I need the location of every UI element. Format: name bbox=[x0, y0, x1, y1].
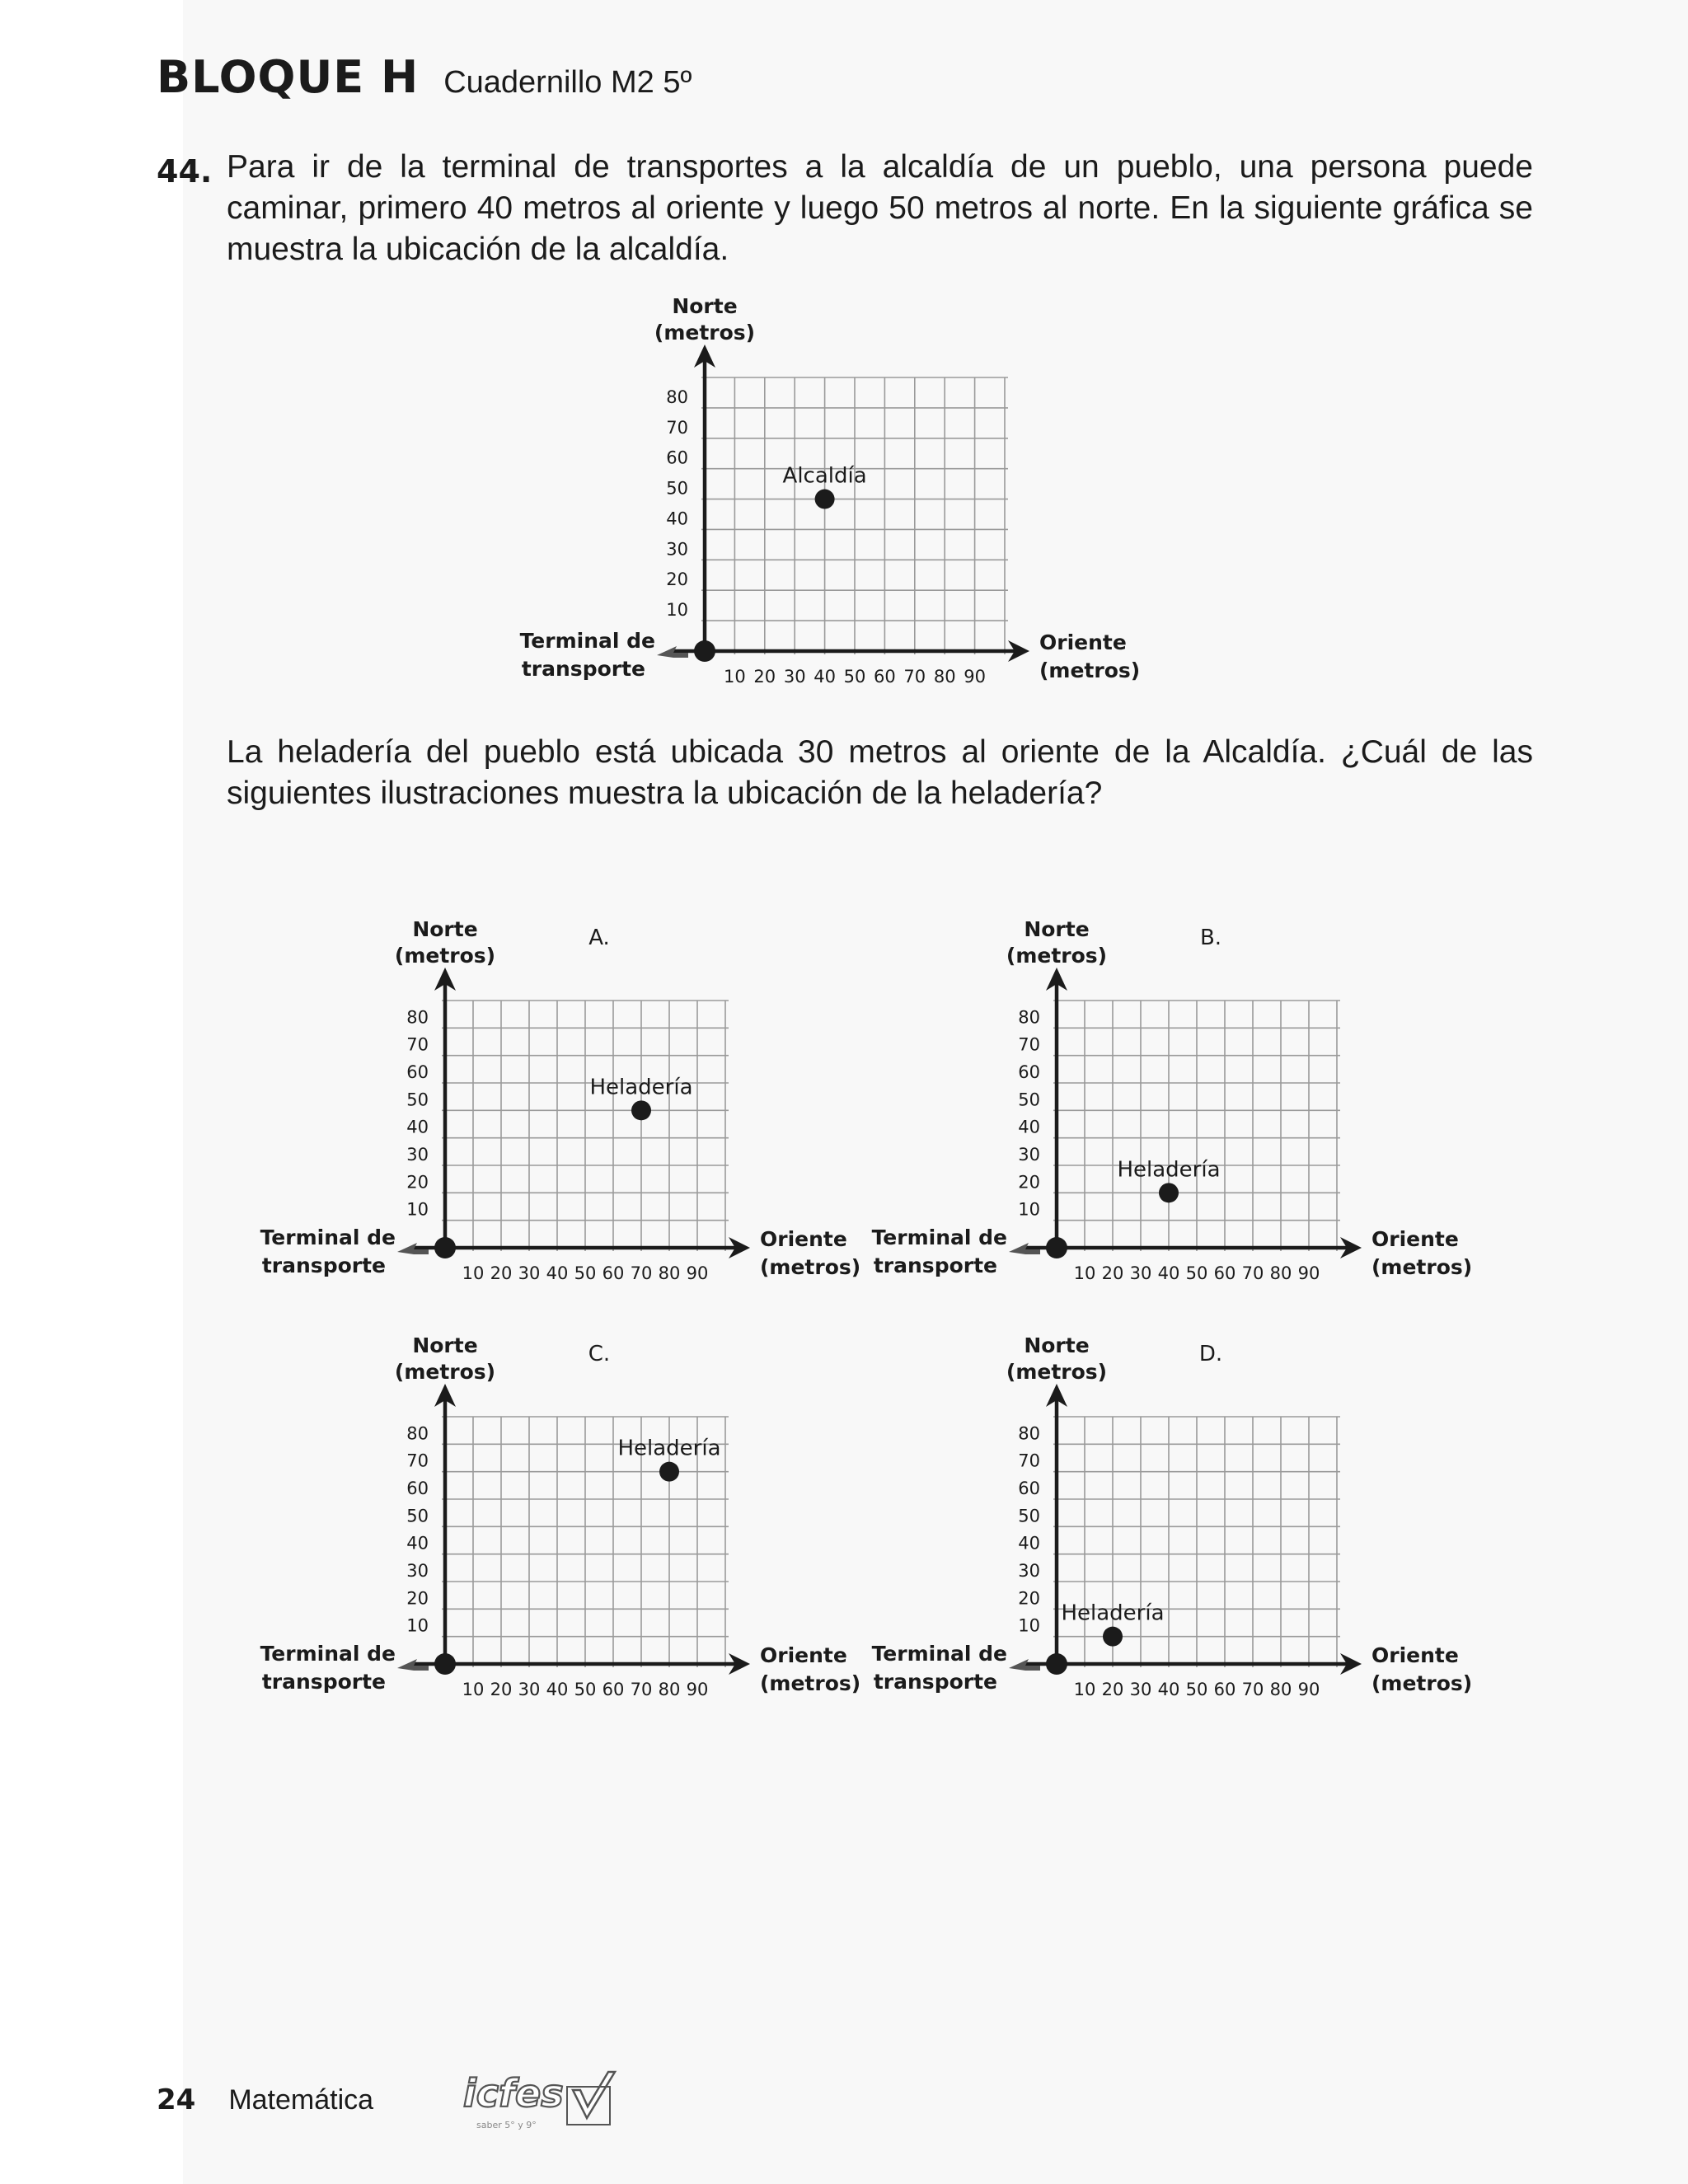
y-tick-label: 10 bbox=[406, 1199, 429, 1220]
y-tick-label: 60 bbox=[406, 1062, 429, 1082]
y-axis-title-line1: Norte bbox=[672, 294, 738, 318]
y-axis-title-line1: Norte bbox=[1024, 917, 1090, 941]
option-letter: A. bbox=[588, 926, 610, 950]
x-tick-label: 30 bbox=[518, 1263, 541, 1283]
x-tick-label: 30 bbox=[518, 1680, 541, 1699]
option-letter: B. bbox=[1199, 926, 1222, 950]
y-axis-title-line2: (metros) bbox=[654, 321, 756, 344]
x-tick-label: 30 bbox=[1129, 1680, 1152, 1699]
x-axis-title-line1: Oriente bbox=[1372, 1643, 1459, 1667]
data-point bbox=[631, 1100, 651, 1120]
y-axis-title-line1: Norte bbox=[412, 1333, 478, 1357]
checkmark-icon bbox=[573, 2072, 615, 2118]
x-tick-label: 80 bbox=[933, 667, 956, 687]
y-tick-label: 40 bbox=[406, 1533, 429, 1554]
y-tick-label: 40 bbox=[1018, 1117, 1040, 1137]
x-tick-label: 70 bbox=[1241, 1680, 1264, 1699]
y-tick-label: 20 bbox=[406, 1588, 429, 1609]
logo-tagline: saber 5° y 9° bbox=[476, 2120, 537, 2130]
x-tick-label: 50 bbox=[1185, 1680, 1208, 1699]
chart-option-c[interactable] bbox=[260, 1331, 861, 1710]
x-tick-label: 60 bbox=[1213, 1680, 1236, 1699]
y-tick-label: 20 bbox=[666, 569, 688, 590]
x-tick-label: 90 bbox=[686, 1263, 709, 1283]
y-tick-label: 50 bbox=[1018, 1506, 1040, 1526]
x-axis-title-line2: (metros) bbox=[1372, 1255, 1473, 1279]
x-axis-title-line1: Oriente bbox=[1372, 1227, 1459, 1251]
x-tick-label: 90 bbox=[964, 667, 986, 687]
y-tick-label: 10 bbox=[666, 600, 688, 621]
x-tick-label: 90 bbox=[1297, 1263, 1320, 1283]
y-tick-label: 20 bbox=[1018, 1172, 1040, 1193]
page-footer bbox=[157, 2083, 373, 2116]
y-tick-label: 20 bbox=[406, 1172, 429, 1193]
y-tick-label: 50 bbox=[666, 478, 688, 499]
data-point bbox=[659, 1462, 679, 1482]
x-axis-title-line1: Oriente bbox=[760, 1227, 847, 1251]
x-tick-label: 40 bbox=[1157, 1680, 1180, 1699]
y-tick-label: 30 bbox=[1018, 1561, 1040, 1581]
icfes-logo bbox=[462, 2067, 626, 2133]
y-tick-label: 70 bbox=[1018, 1451, 1040, 1471]
x-tick-label: 50 bbox=[574, 1263, 597, 1283]
y-tick-label: 40 bbox=[1018, 1533, 1040, 1554]
booklet-title: Cuadernillo M2 5º bbox=[443, 65, 692, 100]
x-tick-label: 10 bbox=[724, 667, 746, 687]
data-point-label: Heladería bbox=[589, 1075, 693, 1100]
y-tick-label: 10 bbox=[1018, 1615, 1040, 1636]
data-point-label: Heladería bbox=[617, 1436, 721, 1461]
x-tick-label: 80 bbox=[1269, 1680, 1292, 1699]
x-tick-label: 10 bbox=[462, 1680, 485, 1699]
x-axis-title-line1: Oriente bbox=[1039, 630, 1127, 654]
x-tick-label: 60 bbox=[874, 667, 896, 687]
y-tick-label: 60 bbox=[666, 448, 688, 468]
y-tick-label: 40 bbox=[666, 509, 688, 529]
x-tick-label: 60 bbox=[1213, 1263, 1236, 1283]
x-axis-title-line2: (metros) bbox=[1039, 658, 1141, 682]
x-axis-title-line2: (metros) bbox=[760, 1255, 861, 1279]
y-tick-label: 10 bbox=[406, 1615, 429, 1636]
y-tick-label: 80 bbox=[666, 387, 688, 407]
chart-main bbox=[519, 294, 1141, 692]
origin-marker bbox=[694, 640, 715, 662]
x-tick-label: 10 bbox=[462, 1263, 485, 1283]
data-point bbox=[815, 490, 835, 509]
x-tick-label: 20 bbox=[1101, 1680, 1124, 1699]
x-tick-label: 30 bbox=[783, 667, 806, 687]
data-point-label: Heladería bbox=[1061, 1601, 1165, 1626]
x-tick-label: 20 bbox=[490, 1680, 513, 1699]
chart-body bbox=[872, 917, 1473, 1283]
chart-body bbox=[872, 1333, 1473, 1699]
data-point bbox=[1159, 1183, 1179, 1202]
y-tick-label: 50 bbox=[406, 1506, 429, 1526]
chart-option-a[interactable] bbox=[260, 915, 861, 1294]
y-tick-label: 30 bbox=[406, 1561, 429, 1581]
y-axis-title-line1: Norte bbox=[412, 917, 478, 941]
data-point bbox=[1103, 1627, 1123, 1647]
origin-label-line2: transporte bbox=[261, 1670, 386, 1694]
y-tick-label: 70 bbox=[406, 1451, 429, 1471]
option-letter: C. bbox=[588, 1342, 611, 1366]
chart-body bbox=[260, 917, 861, 1283]
question-prompt: La heladería del pueblo está ubicada 30 metros al oriente de la Alcaldía. ¿Cuál de las siguientes ilustraciones muestra la ubicación de la heladería? bbox=[227, 734, 1533, 811]
origin-label-line1: Terminal de bbox=[260, 1642, 396, 1666]
x-tick-label: 90 bbox=[1297, 1680, 1320, 1699]
y-tick-label: 80 bbox=[406, 1423, 429, 1444]
y-tick-label: 70 bbox=[406, 1034, 429, 1055]
chart-body bbox=[260, 1333, 861, 1699]
x-axis-title-line2: (metros) bbox=[1372, 1671, 1473, 1695]
x-axis-title-line1: Oriente bbox=[760, 1643, 847, 1667]
y-tick-label: 30 bbox=[1018, 1145, 1040, 1165]
y-axis-title-line2: (metros) bbox=[394, 1360, 496, 1384]
x-tick-label: 20 bbox=[753, 667, 776, 687]
question-stem: Para ir de la terminal de transportes a la alcaldía de un pueblo, una persona puede caminar, primero 40 metros al oriente y luego 50 metros al norte. En la siguiente gráfica se muestra la ubicación de la alcaldía. bbox=[227, 149, 1533, 267]
origin-label-line1: Terminal de bbox=[871, 1642, 1007, 1666]
y-tick-label: 30 bbox=[406, 1145, 429, 1165]
y-tick-label: 50 bbox=[406, 1090, 429, 1110]
origin-label-line1: Terminal de bbox=[871, 1226, 1007, 1249]
x-tick-label: 40 bbox=[1157, 1263, 1180, 1283]
chart-option-b[interactable] bbox=[871, 915, 1473, 1294]
origin-label-line2: transporte bbox=[521, 657, 645, 681]
option-letter: D. bbox=[1198, 1342, 1223, 1366]
y-tick-label: 60 bbox=[1018, 1479, 1040, 1498]
x-tick-label: 70 bbox=[1241, 1263, 1264, 1283]
y-axis-title-line1: Norte bbox=[1024, 1333, 1090, 1357]
x-tick-label: 40 bbox=[546, 1263, 569, 1283]
block-title: BLOQUE H bbox=[157, 51, 420, 103]
x-tick-label: 40 bbox=[814, 667, 836, 687]
x-tick-label: 80 bbox=[658, 1680, 681, 1699]
y-tick-label: 70 bbox=[1018, 1034, 1040, 1055]
y-tick-label: 10 bbox=[1018, 1199, 1040, 1220]
data-point-label: Heladería bbox=[1117, 1157, 1221, 1183]
y-tick-label: 40 bbox=[406, 1117, 429, 1137]
data-point-label: Alcaldía bbox=[782, 463, 867, 489]
origin-marker bbox=[1046, 1653, 1067, 1675]
origin-label-line2: transporte bbox=[261, 1254, 386, 1277]
x-tick-label: 20 bbox=[1101, 1263, 1124, 1283]
origin-marker bbox=[1046, 1237, 1067, 1258]
x-tick-label: 50 bbox=[1185, 1263, 1208, 1283]
x-tick-label: 50 bbox=[574, 1680, 597, 1699]
x-tick-label: 70 bbox=[630, 1263, 653, 1283]
x-tick-label: 10 bbox=[1073, 1680, 1096, 1699]
x-tick-label: 70 bbox=[903, 667, 926, 687]
origin-marker bbox=[434, 1237, 456, 1258]
x-axis-title-line2: (metros) bbox=[760, 1671, 861, 1695]
y-tick-label: 60 bbox=[406, 1479, 429, 1498]
x-tick-label: 60 bbox=[602, 1263, 625, 1283]
y-tick-label: 80 bbox=[406, 1007, 429, 1028]
origin-marker bbox=[434, 1653, 456, 1675]
x-tick-label: 80 bbox=[658, 1263, 681, 1283]
chart-option-d[interactable] bbox=[871, 1331, 1473, 1710]
origin-label-line1: Terminal de bbox=[519, 629, 655, 653]
subject-label: Matemática bbox=[228, 2084, 374, 2116]
x-tick-label: 70 bbox=[630, 1680, 653, 1699]
y-tick-label: 50 bbox=[1018, 1090, 1040, 1110]
origin-label-line1: Terminal de bbox=[260, 1226, 396, 1249]
logo-wordmark: icfes bbox=[463, 2071, 564, 2116]
chart-body bbox=[520, 294, 1141, 687]
y-tick-label: 60 bbox=[1018, 1062, 1040, 1082]
y-tick-label: 80 bbox=[1018, 1007, 1040, 1028]
y-axis-title-line2: (metros) bbox=[1006, 1360, 1108, 1384]
y-axis-title-line2: (metros) bbox=[1006, 944, 1108, 968]
y-tick-label: 70 bbox=[666, 417, 688, 438]
x-tick-label: 50 bbox=[843, 667, 866, 687]
y-tick-label: 80 bbox=[1018, 1423, 1040, 1444]
x-tick-label: 60 bbox=[602, 1680, 625, 1699]
page-header bbox=[157, 51, 692, 103]
y-axis-title-line2: (metros) bbox=[394, 944, 496, 968]
x-tick-label: 90 bbox=[686, 1680, 709, 1699]
origin-label-line2: transporte bbox=[873, 1670, 997, 1694]
page-number: 24 bbox=[157, 2083, 196, 2116]
y-tick-label: 30 bbox=[666, 539, 688, 560]
x-tick-label: 10 bbox=[1073, 1263, 1096, 1283]
x-tick-label: 40 bbox=[546, 1680, 569, 1699]
x-tick-label: 80 bbox=[1269, 1263, 1292, 1283]
origin-label-line2: transporte bbox=[873, 1254, 997, 1277]
question-number: 44. bbox=[157, 153, 213, 190]
x-tick-label: 30 bbox=[1129, 1263, 1152, 1283]
y-tick-label: 20 bbox=[1018, 1588, 1040, 1609]
x-tick-label: 20 bbox=[490, 1263, 513, 1283]
